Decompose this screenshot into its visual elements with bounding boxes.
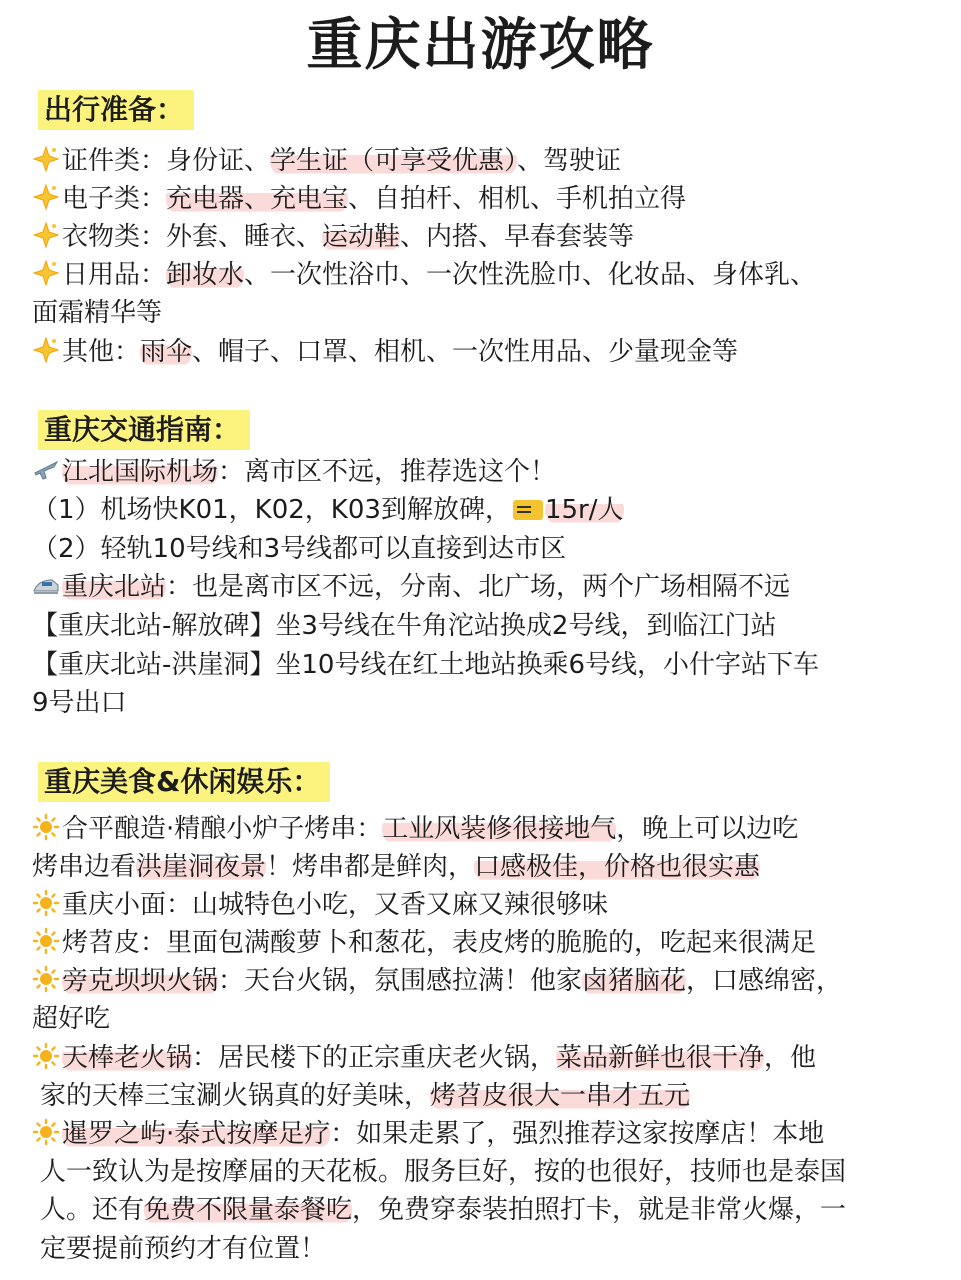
food-item-tiaopi: 烤苕皮：里面包满酸萝卜和葱花，表皮烤的脆脆的，吃起来很满足 bbox=[32, 924, 816, 962]
sparkle-icon bbox=[32, 259, 60, 287]
food-item-heping-cont: 烤串边看洪崖洞夜景！烤串都是鲜肉，口感极佳，价格也很实惠 bbox=[32, 852, 761, 882]
food-item-massage-cont1: 人一致认为是按摩届的天花板。服务巨好，按的也很好，技师也是泰国 bbox=[40, 1157, 847, 1187]
sun-icon bbox=[32, 1042, 60, 1070]
transport-route-hongyadong: 【重庆北站-洪崖洞】坐10号线在红土地站换乘6号线，小什字站下车 bbox=[32, 650, 820, 680]
transport-airport-rail: （2）轻轨10号线和3号线都可以直接到达市区 bbox=[32, 534, 567, 564]
sparkle-icon bbox=[32, 221, 60, 249]
section-heading-transport: 重庆交通指南： bbox=[38, 410, 250, 450]
transport-north-station: 重庆北站：也是离市区不远，分南、北广场，两个广场相隔不远 bbox=[32, 568, 790, 606]
food-item-massage-cont3: 定要提前预约才有位置！ bbox=[40, 1234, 327, 1264]
sun-icon bbox=[32, 965, 60, 993]
sparkle-icon bbox=[32, 183, 60, 211]
sun-icon bbox=[32, 813, 60, 841]
sun-icon bbox=[32, 927, 60, 955]
food-item-tianbang-cont: 家的天棒三宝涮火锅真的好美味，烤苕皮很大一串才五元 bbox=[40, 1081, 691, 1111]
ticket-icon bbox=[513, 500, 543, 520]
food-item-massage-cont2: 人。还有免费不限量泰餐吃，免费穿泰装拍照打卡，就是非常火爆，一 bbox=[40, 1195, 847, 1225]
food-item-heping: 合平酿造·精酿小炉子烤串：工业风装修很接地气，晚上可以边吃 bbox=[32, 810, 798, 848]
page-title: 重庆出游攻略 bbox=[306, 13, 655, 78]
prep-item-clothing: 衣物类：外套、睡衣、运动鞋、内搭、早春套装等 bbox=[32, 218, 634, 256]
transport-airport: 江北国际机场：离市区不远，推荐选这个！ bbox=[32, 453, 556, 491]
sun-icon bbox=[32, 889, 60, 917]
airplane-icon bbox=[32, 456, 60, 484]
food-item-noodles: 重庆小面：山城特色小吃，又香又麻又辣很够味 bbox=[32, 886, 608, 924]
section-heading-food: 重庆美食&休闲娱乐： bbox=[38, 762, 330, 802]
section-heading-prep: 出行准备： bbox=[38, 90, 194, 130]
transport-route-jiefangbei: 【重庆北站-解放碑】坐3号线在牛角沱站换成2号线，到临江门站 bbox=[32, 611, 777, 641]
transport-airport-bus: （1）机场快K01，K02，K03到解放碑， 15r/人 bbox=[32, 495, 624, 525]
food-item-pangke: 旁克坝坝火锅：天台火锅，氛围感拉满！他家卤猪脑花，口感绵密， bbox=[32, 962, 842, 1000]
prep-item-documents: 证件类：身份证、学生证（可享受优惠）、驾驶证 bbox=[32, 142, 621, 180]
prep-item-electronics: 电子类：充电器、充电宝、自拍杆、相机、手机拍立得 bbox=[32, 180, 686, 218]
transport-route-hongyadong-cont: 9号出口 bbox=[32, 688, 127, 718]
food-item-tianbang: 天棒老火锅：居民楼下的正宗重庆老火锅，菜品新鲜也很干净，他 bbox=[32, 1039, 816, 1077]
sparkle-icon bbox=[32, 336, 60, 364]
food-item-massage: 暹罗之屿·泰式按摩足疗：如果走累了，强烈推荐这家按摩店！本地 bbox=[32, 1115, 824, 1153]
train-icon bbox=[32, 571, 60, 599]
sparkle-icon bbox=[32, 145, 60, 173]
prep-item-other: 其他：雨伞、帽子、口罩、相机、一次性用品、少量现金等 bbox=[32, 333, 738, 371]
sun-icon bbox=[32, 1118, 60, 1146]
prep-item-daily: 日用品：卸妆水、一次性浴巾、一次性洗脸巾、化妆品、身体乳、 bbox=[32, 256, 816, 294]
food-item-pangke-cont: 超好吃 bbox=[32, 1004, 111, 1034]
prep-item-daily-cont: 面霜精华等 bbox=[32, 298, 163, 328]
